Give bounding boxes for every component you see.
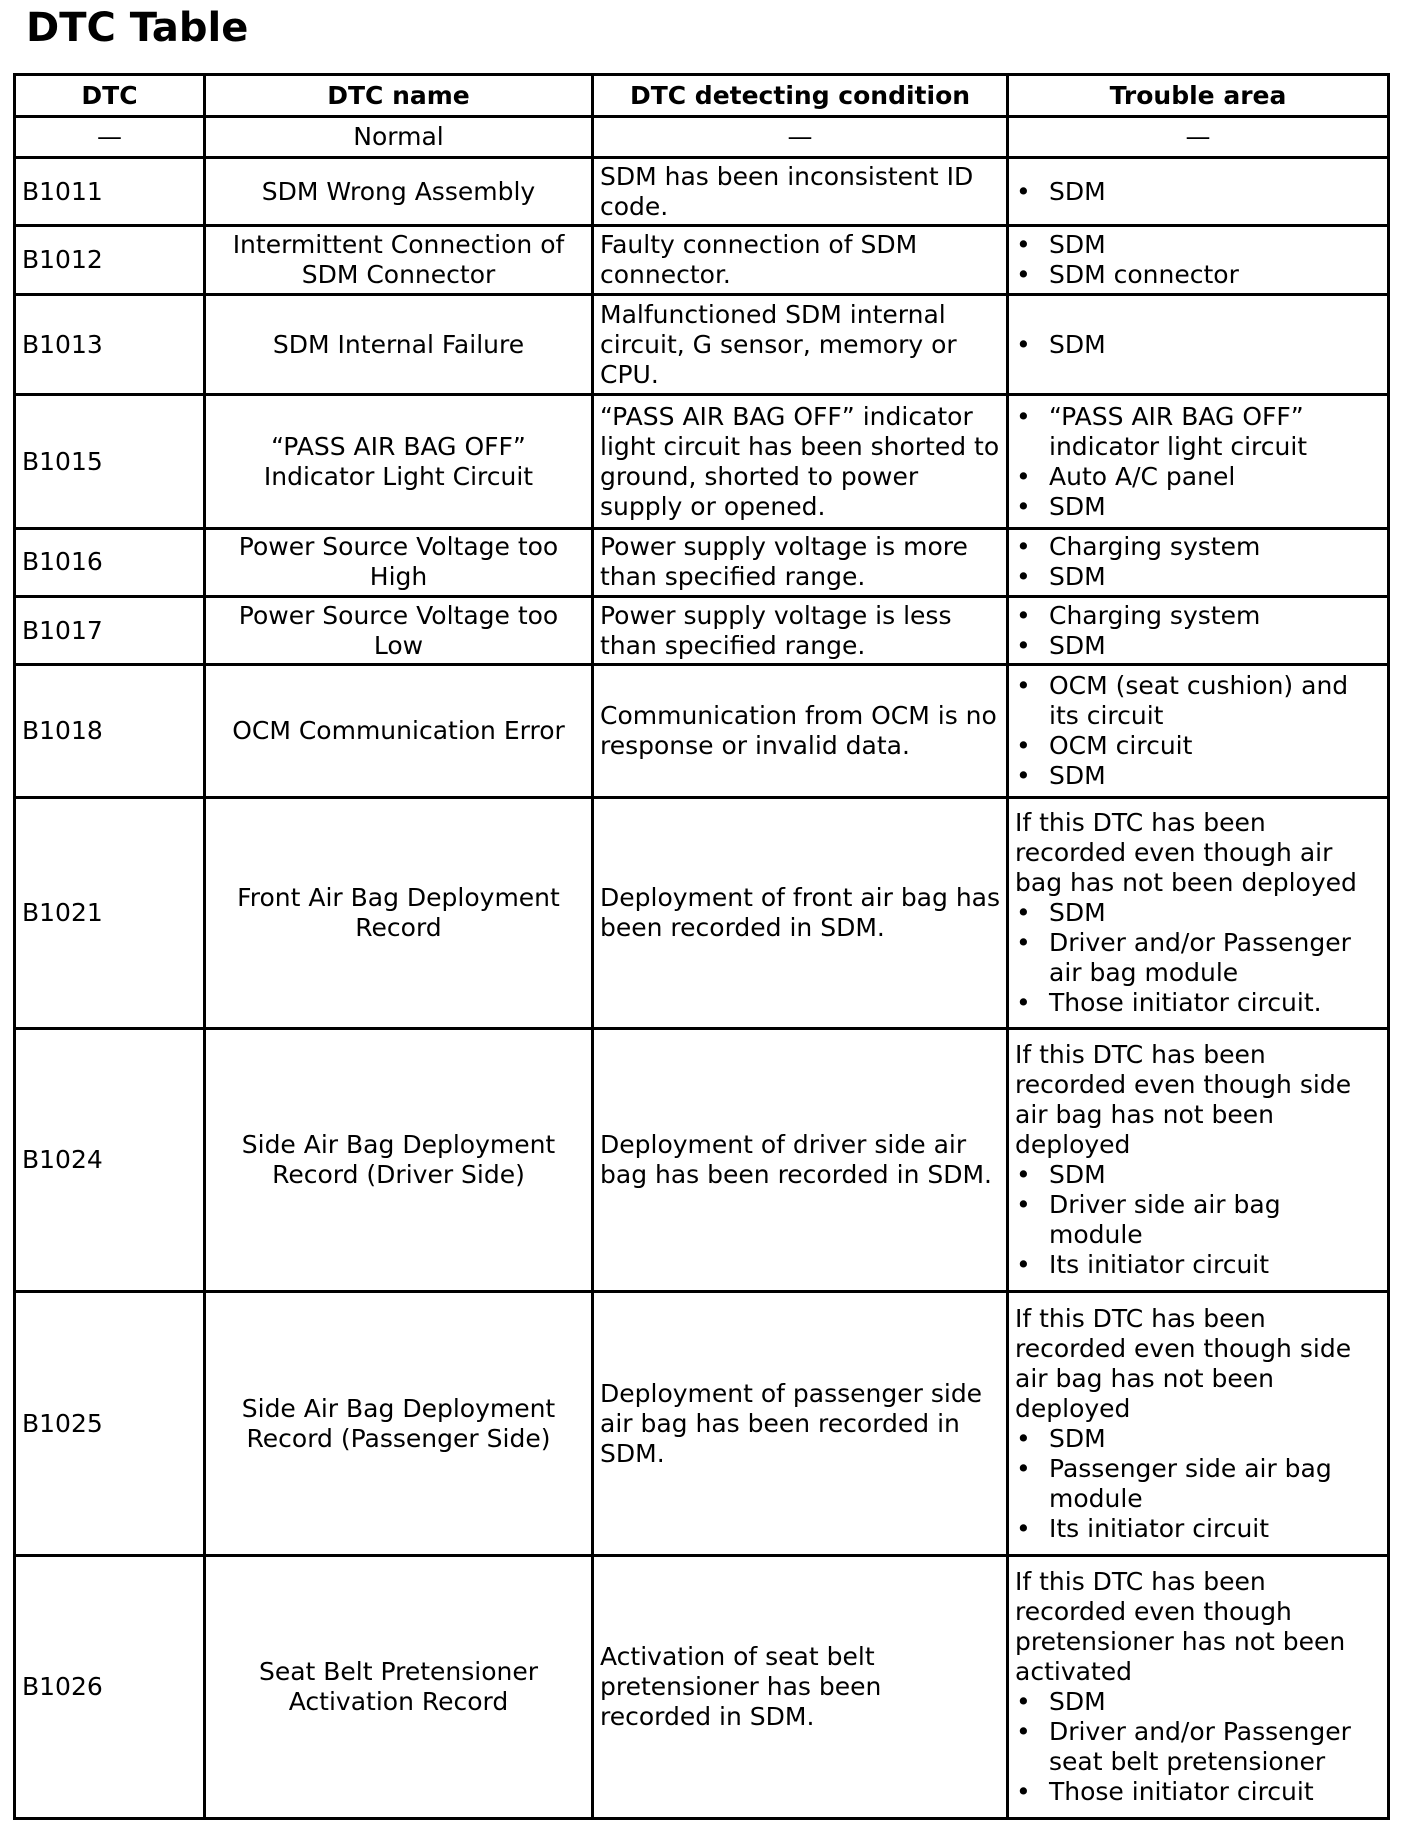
dtc-name: Side Air Bag Deployment Record (Passenger Side) — [205, 1292, 593, 1555]
trouble-area — [1008, 395, 1389, 528]
trouble-area-item: • Auto A/C panel — [1015, 462, 1381, 492]
trouble-area — [1008, 158, 1389, 226]
table-header-row — [15, 75, 1389, 117]
column-header-dtc: DTC — [15, 75, 205, 117]
table-row — [15, 528, 1389, 596]
table-row — [15, 665, 1389, 798]
dtc-table — [13, 73, 1390, 1820]
dtc-name: Front Air Bag Deployment Record — [205, 798, 593, 1029]
trouble-area — [1008, 226, 1389, 294]
table-row — [15, 294, 1389, 395]
dtc-code: B1024 — [15, 1029, 205, 1292]
table-row — [15, 395, 1389, 528]
dtc-code: — — [15, 117, 205, 158]
dtc-name: SDM Internal Failure — [205, 294, 593, 395]
trouble-area — [1008, 665, 1389, 798]
dtc-name: Power Source Voltage too Low — [205, 596, 593, 664]
trouble-area-item: • SDM — [1015, 562, 1381, 592]
dtc-code: B1026 — [15, 1555, 205, 1818]
trouble-area-item: • Those initiator circuit — [1015, 1777, 1381, 1807]
dtc-code: B1018 — [15, 665, 205, 798]
table-row — [15, 596, 1389, 664]
trouble-area-item: • SDM — [1015, 1687, 1381, 1717]
trouble-area — [1008, 294, 1389, 395]
trouble-area-item: • SDM — [1015, 177, 1381, 207]
trouble-area-intro: If this DTC has been recorded even though pretensioner has not been activated — [1015, 1566, 1346, 1686]
trouble-area — [1008, 1292, 1389, 1555]
dtc-name: “PASS AIR BAG OFF” Indicator Light Circuit — [205, 395, 593, 528]
detecting-condition: Faulty connection of SDM connector. — [593, 226, 1008, 294]
trouble-area-item: • SDM connector — [1015, 260, 1381, 290]
dtc-code: B1021 — [15, 798, 205, 1029]
trouble-area — [1008, 528, 1389, 596]
trouble-area-intro: If this DTC has been recorded even though air bag has not been deployed — [1015, 808, 1357, 898]
trouble-area-item: • Those initiator circuit. — [1015, 988, 1381, 1018]
detecting-condition: Communication from OCM is no response or invalid data. — [593, 665, 1008, 798]
dtc-name: Normal — [205, 117, 593, 158]
dtc-name: Intermittent Connection of SDM Connector — [205, 226, 593, 294]
detecting-condition: Power supply voltage is more than specified range. — [593, 528, 1008, 596]
dtc-code: B1013 — [15, 294, 205, 395]
column-header-detecting-condition: DTC detecting condition — [593, 75, 1008, 117]
trouble-area-item: • SDM — [1015, 330, 1381, 360]
page-title: DTC Table — [26, 5, 249, 51]
dtc-code: B1011 — [15, 158, 205, 226]
trouble-area-item: • SDM — [1015, 761, 1381, 791]
trouble-area-item: • Charging system — [1015, 532, 1381, 562]
dtc-name: Side Air Bag Deployment Record (Driver Side) — [205, 1029, 593, 1292]
trouble-area-item: • “PASS AIR BAG OFF” indicator light circuit — [1015, 402, 1381, 462]
detecting-condition: Deployment of driver side air bag has been recorded in SDM. — [593, 1029, 1008, 1292]
trouble-area-item: • Driver and/or Passenger seat belt pretensioner — [1015, 1717, 1381, 1777]
detecting-condition: Deployment of passenger side air bag has been recorded in SDM. — [593, 1292, 1008, 1555]
dtc-code: B1012 — [15, 226, 205, 294]
trouble-area — [1008, 1555, 1389, 1818]
detecting-condition: SDM has been inconsistent ID code. — [593, 158, 1008, 226]
trouble-area-item: • Passenger side air bag module — [1015, 1454, 1381, 1514]
trouble-area-intro: If this DTC has been recorded even though side air bag has not been deployed — [1015, 1303, 1352, 1423]
trouble-area-item: • Driver side air bag module — [1015, 1190, 1381, 1250]
trouble-area-item: • SDM — [1015, 898, 1381, 928]
trouble-area-item: • SDM — [1015, 1160, 1381, 1190]
trouble-area-intro: If this DTC has been recorded even though side air bag has not been deployed — [1015, 1040, 1352, 1160]
trouble-area-item: • OCM (seat cushion) and its circuit — [1015, 671, 1381, 731]
trouble-area-item: • Its initiator circuit — [1015, 1514, 1381, 1544]
dtc-name: Power Source Voltage too High — [205, 528, 593, 596]
table-row — [15, 1029, 1389, 1292]
dtc-name: SDM Wrong Assembly — [205, 158, 593, 226]
dtc-code: B1016 — [15, 528, 205, 596]
trouble-area — [1008, 798, 1389, 1029]
dtc-code: B1015 — [15, 395, 205, 528]
trouble-area-item: • Driver and/or Passenger air bag module — [1015, 928, 1381, 988]
trouble-area-item: • SDM — [1015, 631, 1381, 661]
table-row — [15, 1292, 1389, 1555]
detecting-condition: “PASS AIR BAG OFF” indicator light circuit has been shorted to ground, shorted to power supply or opened. — [593, 395, 1008, 528]
detecting-condition: Activation of seat belt pretensioner has been recorded in SDM. — [593, 1555, 1008, 1818]
trouble-area-item: • SDM — [1015, 492, 1381, 522]
trouble-area: — — [1008, 117, 1389, 158]
dtc-name: Seat Belt Pretensioner Activation Record — [205, 1555, 593, 1818]
trouble-area — [1008, 596, 1389, 664]
table-row — [15, 1555, 1389, 1818]
detecting-condition: Power supply voltage is less than specified range. — [593, 596, 1008, 664]
dtc-code: B1017 — [15, 596, 205, 664]
table-row — [15, 117, 1389, 158]
trouble-area-item: • Its initiator circuit — [1015, 1250, 1381, 1280]
table-row — [15, 158, 1389, 226]
table-row — [15, 226, 1389, 294]
dtc-code: B1025 — [15, 1292, 205, 1555]
detecting-condition: Malfunctioned SDM internal circuit, G sensor, memory or CPU. — [593, 294, 1008, 395]
table-row — [15, 798, 1389, 1029]
detecting-condition: — — [593, 117, 1008, 158]
dtc-name: OCM Communication Error — [205, 665, 593, 798]
trouble-area-item: • Charging system — [1015, 601, 1381, 631]
column-header-trouble-area: Trouble area — [1008, 75, 1389, 117]
detecting-condition: Deployment of front air bag has been recorded in SDM. — [593, 798, 1008, 1029]
trouble-area-item: • SDM — [1015, 230, 1381, 260]
trouble-area — [1008, 1029, 1389, 1292]
trouble-area-item: • SDM — [1015, 1424, 1381, 1454]
trouble-area-item: • OCM circuit — [1015, 731, 1381, 761]
column-header-dtc-name: DTC name — [205, 75, 593, 117]
